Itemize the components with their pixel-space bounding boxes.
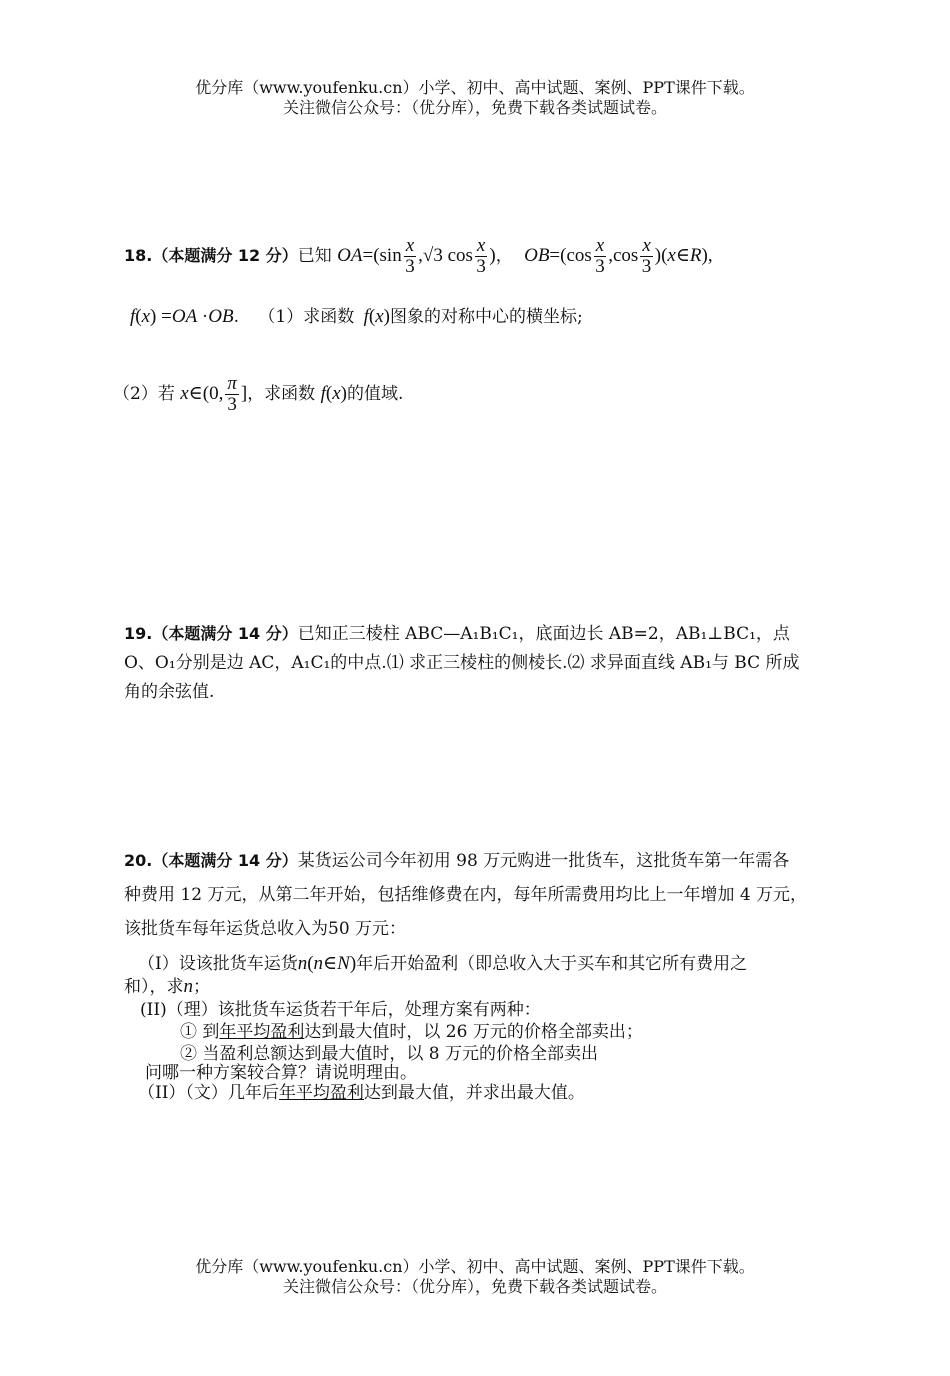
question-18-comma: ， [495, 246, 513, 266]
question-20-number: 20.（本题满分 14 分） [124, 851, 298, 870]
vector-oa: OA [337, 245, 363, 266]
option-1-suffix: 达到最大值时，以 26 万元的价格全部卖出； [304, 1022, 643, 1042]
formula-fx-dot: f [130, 306, 136, 327]
question-20-line-2: 种费用 12 万元，从第二年开始，包括维修费在内，每年所需费用均比上一年增加 4 万元， [124, 885, 808, 905]
question-18-line-1: 18.（本题满分 12 分）已知 OA=(sin $\frac{x}{3}$ ,√3 cos $\frac{x}{3}$ )， OB=(cos $\frac{x}{3}$ ,cos $\frac{x}{3}$ )(x∈R), [124, 235, 713, 277]
header-line-2: 关注微信公众号：（优分库），免费下载各类试题试卷。 [282, 98, 667, 117]
question-19-number: 19.（本题满分 14 分） [124, 624, 298, 643]
header-line-1: 优分库（www.youfenku.cn）小学、初中、高中试题、案例、PPT课件下载。 [195, 78, 755, 97]
question-20-ask: 问哪一种方案较合算？请说明理由。 [145, 1063, 417, 1083]
question-18-part-2c: 的值域. [346, 384, 404, 404]
question-19-text-1: 已知正三棱柱 ABC—A₁B₁C₁，底面边长 AB=2，AB₁⊥BC₁，点 [297, 624, 790, 644]
wen-prefix: （II）（文）几年后 [138, 1083, 279, 1103]
question-20-line-1 [124, 850, 789, 872]
question-20-part-i-end: 和），求n； [124, 976, 210, 997]
question-20-part-ii-head: (II)（理）该批货车运货若干年后，处理方案有两种： [140, 1000, 541, 1020]
question-20-part-i-a: （I）设该批货车运货 [138, 954, 298, 974]
question-20-text-1: 某货运公司今年初用 98 万元购进一批货车，这批货车第一年需各 [297, 851, 790, 871]
question-18-part-2a: （2）若 [113, 384, 175, 404]
footer-line-1: 优分库（www.youfenku.cn）小学、初中、高中试题、案例、PPT课件下载。 [195, 1257, 755, 1276]
wen-suffix: 达到最大值，并求出最大值。 [363, 1083, 585, 1103]
question-18-line-2: f(x) =OA ·OB. （1）求函数 f(x)图象的对称中心的横坐标; [130, 306, 583, 327]
vector-ob: OB [524, 245, 550, 266]
question-20-option-2: ② 当盈利总额达到最大值时，以 8 万元的价格全部卖出 [180, 1044, 599, 1064]
question-18-number: 18.（本题满分 12 分） [124, 246, 298, 265]
question-20-option-1 [180, 1021, 643, 1043]
question-19-line-1 [124, 623, 790, 645]
question-18-part-1-tail: 图象的对称中心的横坐标; [390, 307, 583, 327]
question-20-part-i: （I）设该批货车运货n(n∈N)年后开始盈利（即总收入大于买车和其它所有费用之 [138, 953, 748, 974]
question-18-known: 已知 [297, 246, 332, 266]
question-20-part-i-b: 年后开始盈利（即总收入大于买车和其它所有费用之 [356, 954, 748, 974]
option-1-prefix: ① 到 [180, 1022, 220, 1042]
question-20-part-ii-wen [138, 1082, 585, 1104]
footer-line-2: 关注微信公众号：（优分库），免费下载各类试题试卷。 [282, 1277, 667, 1296]
question-18-part-1: （1）求函数 [258, 307, 355, 327]
question-19-line-2: O、O₁分别是边 AC，A₁C₁的中点.⑴ 求正三棱柱的侧棱长.⑵ 求异面直线 AB₁与 BC 所成 [124, 653, 800, 673]
question-20-part-i-c: 和），求 [124, 977, 184, 997]
question-20-line-3: 该批货车每年运货总收入为50 万元： [124, 919, 407, 939]
question-18-part-2b: ，求函数 [247, 384, 316, 404]
wen-underlined: 年平均盈利 [278, 1083, 364, 1103]
question-19-line-3: 角的余弦值. [124, 682, 215, 702]
question-18-line-3: （2）若 x∈(0, $\frac{\pi}{3}$ ]，求函数 f(x)的值域. [113, 373, 404, 415]
option-1-underlined: 年平均盈利 [219, 1022, 305, 1042]
